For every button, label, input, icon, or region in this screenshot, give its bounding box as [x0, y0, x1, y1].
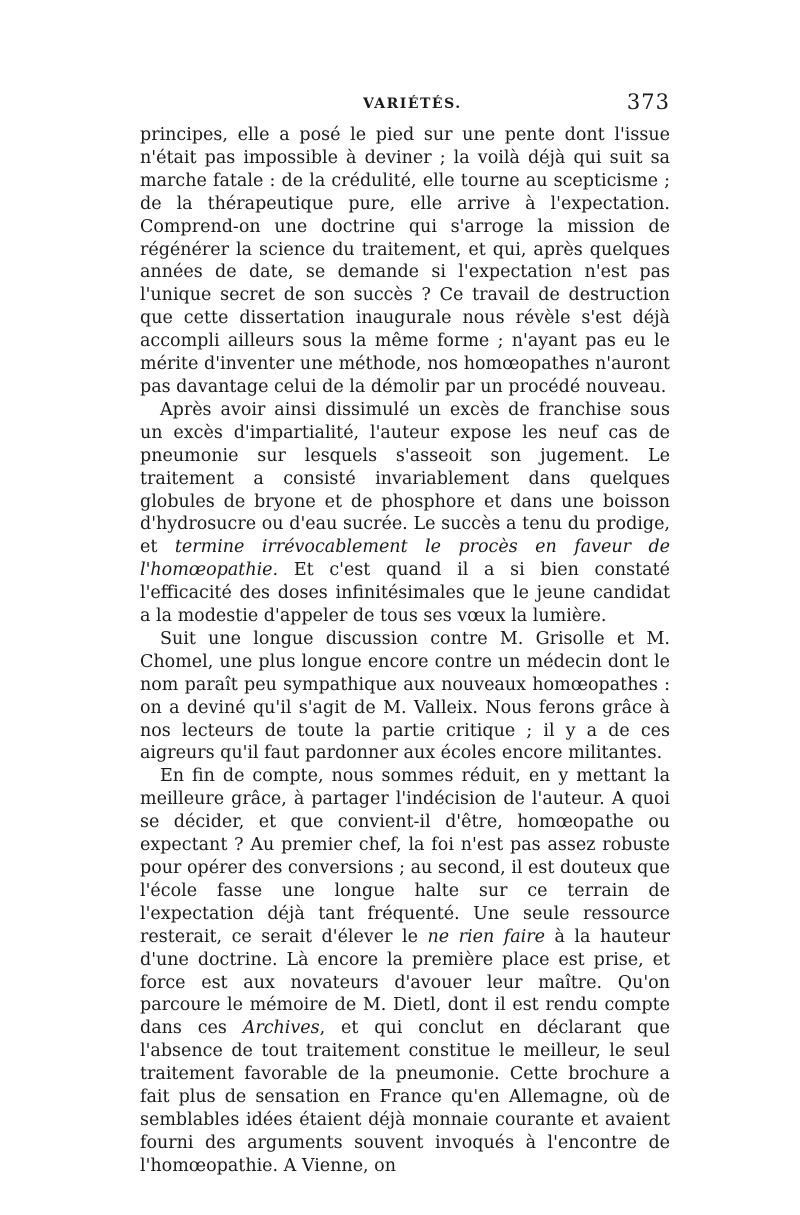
text-segment: Après avoir ainsi dissimulé un excès de franchise sous un excès d'impartialité, l'auteur expose les neuf cas de pneumonie sur lesquels s'asseoit son jugement. Le traitement a consisté invariablement dans quelques globules de bryone et de phosphore et dans une boisson d'hydrosucre ou d'eau sucrée. Le succès a tenu du prodige, et	[140, 399, 670, 558]
paragraph-2	[140, 399, 670, 628]
page-number: 373	[626, 90, 670, 114]
text-segment: à la hauteur d'une doctrine. Là encore la première place est prise, et force est aux novateurs d'avouer leur maître. Qu'on parcoure le mémoire de M. Dietl, dont il est rendu compte dans ces	[140, 926, 670, 1039]
italic-segment: termine irrévocablement le procès en faveur de l'homœopathie.	[140, 537, 671, 581]
running-title: VARIÉTÉS.	[363, 96, 462, 112]
body-text	[140, 124, 670, 1178]
italic-segment: ne rien faire	[427, 926, 545, 947]
italic-segment: Archives	[242, 1018, 320, 1039]
paragraph-3	[140, 628, 670, 765]
paragraph-1	[140, 124, 670, 399]
running-head	[140, 88, 670, 116]
text-segment: , et qui conclut en déclarant que l'absence de tout traitement constitue le meilleur, le seul traitement favorable de la pneumonie. Cette brochure a fait plus de sensation en France qu'en Allemagne, où de semblables idées étaient déjà monnaie courante et avaient fourni des arguments souvent invoqués à l'encontre de l'homœopathie. A Vienne, on	[140, 1018, 671, 1176]
text-segment: principes, elle a posé le pied sur une pente dont l'issue n'était pas impossible à deviner ; la voilà déjà qui suit sa marche fatale : de la crédulité, elle tourne au scepticisme ; de la thérapeutique pure, elle arrive à l'expectation. Comprend-on une doctrine qui s'arroge la mission de régénérer la science du traitement, et qui, après quelques années de date, se demande si l'expectation n'est pas l'unique secret de son succès ? Ce travail de destruction que cette dissertation inaugurale nous révèle s'est déjà accompli ailleurs sous la même forme ; n'ayant pas eu le mérite d'inventer une méthode, nos homœopathes n'auront pas davantage celui de la démolir par un procédé nouveau.	[140, 125, 670, 397]
book-page	[140, 88, 670, 1178]
text-segment: Suit une longue discussion contre M. Grisolle et M. Chomel, une plus longue encore contre un médecin dont le nom paraît peu sympathique aux nouveaux homœopathes : on a deviné qu'il s'agit de M. Valleix. Nous ferons grâce à nos lecteurs de toute la partie critique ; il y a de ces aigreurs qu'il faut pardonner aux écoles encore militantes.	[140, 628, 670, 764]
text-segment: Et c'est quand il a si bien constaté l'efficacité des doses infinitésimales que le jeune candidat a la modestie d'appeler de tous ses vœux la lumière.	[140, 560, 670, 627]
text-segment: En fin de compte, nous sommes réduit, en y mettant la meilleure grâce, à partager l'indécision de l'auteur. A quoi se décider, et que convient-il d'être, homœopathe ou expectant ? Au premier chef, la foi n'est pas assez robuste pour opérer des conversions ; au second, il est douteux que l'école fasse une longue halte sur ce terrain de l'expectation déjà tant fréquenté. Une seule ressource resterait, ce serait d'élever le	[140, 766, 670, 947]
paragraph-4	[140, 765, 670, 1177]
